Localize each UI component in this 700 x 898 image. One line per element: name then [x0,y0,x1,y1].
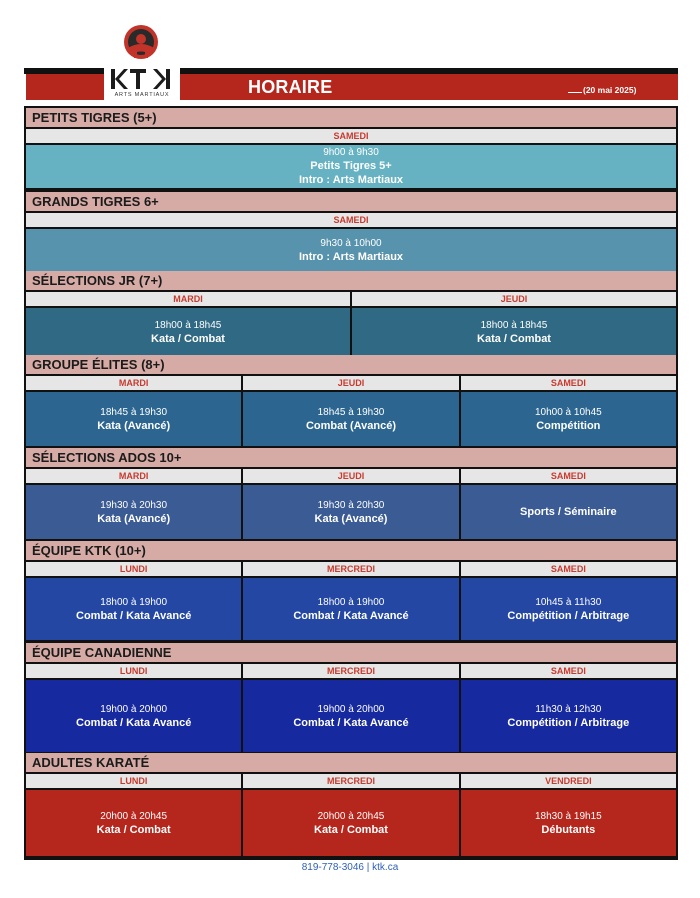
session-time: 19h00 à 20h00 [100,703,168,715]
day-header-row [26,292,676,306]
day-label: SAMEDI [461,562,676,576]
session-label: Intro : Arts Martiaux [298,250,404,263]
day-label: MARDI [26,376,241,390]
session-label: Combat / Kata Avancé [76,716,192,729]
footer-contact: 819-778-3046 | ktk.ca [301,862,399,873]
session-label: Kata (Avancé) [314,512,388,525]
session-label: Combat (Avancé) [305,419,397,432]
page-title: HORAIRE [248,77,333,97]
session-time: 20h00 à 20h45 [100,810,168,822]
day-header-row [26,469,676,483]
session-cell [26,680,241,752]
session-label: Kata / Combat [477,332,551,345]
session-time: 18h00 à 19h00 [317,596,385,608]
session-row [26,308,676,356]
session-time: 19h30 à 20h30 [317,499,385,511]
session-row [26,392,676,446]
session-cell [243,578,458,640]
session-time: 10h45 à 11h30 [535,596,602,608]
section-title: SÉLECTIONS ADOS 10+ [26,448,676,467]
session-row [26,680,676,752]
session-cell [461,790,676,856]
day-label: VENDREDI [461,774,676,788]
session-label: Combat / Kata Avancé [293,716,409,729]
session-cell [243,392,458,446]
session-cell [461,578,676,640]
session-cell [243,680,458,752]
session-cell [26,578,241,640]
section-title: ÉQUIPE CANADIENNE [26,643,676,662]
session-time: 18h30 à 19h15 [534,810,602,822]
session-time: 20h00 à 20h45 [317,810,385,822]
day-label: MERCREDI [243,774,458,788]
session-label: Compétition [536,419,601,432]
session-cell [352,308,676,356]
section-title: GROUPE ÉLITES (8+) [26,355,676,374]
session-label: Compétition / Arbitrage [507,609,630,622]
day-header-row [26,213,676,227]
day-label: MARDI [26,292,350,306]
session-row [26,229,676,271]
day-label: SAMEDI [461,376,676,390]
section-title: ÉQUIPE KTK (10+) [26,541,676,560]
day-label: MARDI [26,469,241,483]
day-header-row [26,376,676,390]
session-label: Kata (Avancé) [97,512,171,525]
day-label: SAMEDI [26,129,676,143]
logo-subtitle: ARTS MARTIAUX [114,92,170,98]
session-cell [26,485,241,539]
session-cell [461,485,676,539]
schedule-date: (20 mai 2025) [568,85,636,95]
section-title: ADULTES KARATÉ [26,753,676,772]
day-label: JEUDI [243,469,458,483]
ktk-logo [104,20,180,102]
session-time: 18h00 à 19h00 [100,596,168,608]
session-label: Kata / Combat [96,823,171,836]
day-label: JEUDI [243,376,458,390]
session-cell [26,308,350,356]
session-cell [26,145,676,188]
day-header-row [26,774,676,788]
session-row [26,145,676,188]
session-label: Combat / Kata Avancé [293,609,409,622]
session-label-secondary: Intro : Arts Martiaux [298,174,404,186]
day-header-row [26,562,676,576]
day-label: LUNDI [26,664,241,678]
session-time: 18h45 à 19h30 [317,406,385,418]
session-cell [26,392,241,446]
day-header-row [26,664,676,678]
session-label: Petits Tigres 5+ [310,160,392,172]
day-label: SAMEDI [461,469,676,483]
session-cell [243,790,458,856]
session-cell [243,485,458,539]
session-label: Débutants [541,823,596,836]
session-time: 19h00 à 20h00 [317,703,385,715]
session-time: 19h30 à 20h30 [100,499,168,511]
ktk-logo-icon [104,20,180,102]
session-time: 9h30 à 10h00 [320,237,382,249]
section-title: SÉLECTIONS JR (7+) [26,271,676,290]
day-label: MERCREDI [243,562,458,576]
session-label: Sports / Séminaire [520,506,617,518]
day-label: LUNDI [26,562,241,576]
session-label: Kata / Combat [151,332,225,345]
day-label: SAMEDI [26,213,676,227]
day-label: MERCREDI [243,664,458,678]
session-label: Kata (Avancé) [97,419,171,432]
session-time: 18h00 à 18h45 [480,319,548,331]
session-time: 11h30 à 12h30 [535,703,602,715]
session-time: 9h00 à 9h30 [323,147,379,158]
session-row [26,790,676,856]
day-label: JEUDI [352,292,676,306]
session-cell [26,229,676,271]
day-header-row [26,129,676,143]
session-label: Kata / Combat [314,823,388,836]
day-label: LUNDI [26,774,241,788]
session-time: 10h00 à 10h45 [534,406,602,418]
section-title: PETITS TIGRES (5+) [26,108,676,127]
session-label: Compétition / Arbitrage [507,716,630,729]
session-time: 18h45 à 19h30 [100,406,168,418]
session-row [26,578,676,640]
session-row [26,485,676,539]
session-time: 18h00 à 18h45 [154,319,222,331]
session-cell [26,790,241,856]
section-title: GRANDS TIGRES 6+ [26,192,676,211]
session-label: Combat / Kata Avancé [76,609,192,622]
day-label: SAMEDI [461,664,676,678]
session-cell [461,680,676,752]
session-cell [461,392,676,446]
